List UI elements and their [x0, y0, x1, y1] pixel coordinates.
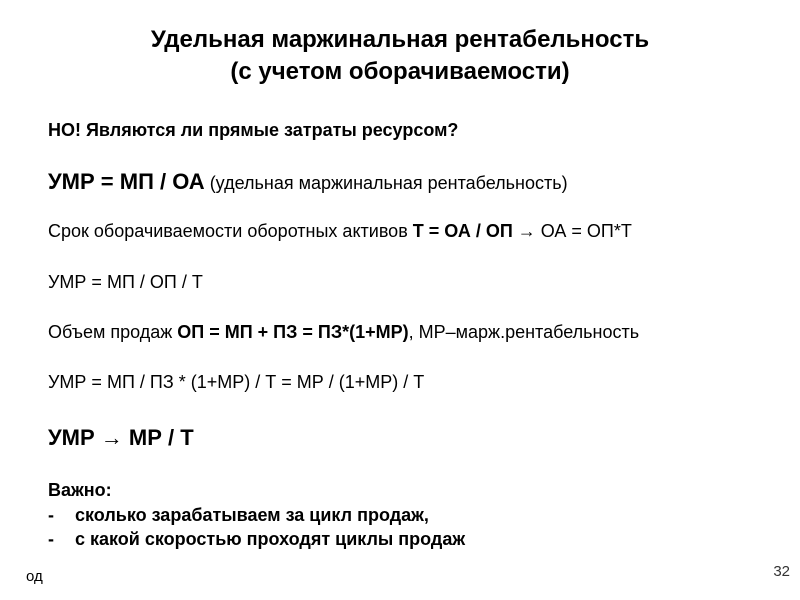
umr-description: (удельная маржинальная рентабельность) — [204, 173, 568, 193]
bullet-dash: - — [48, 505, 54, 525]
umr-formula: УМР = МП / ОА — [48, 169, 205, 194]
bullet-dash: - — [48, 529, 54, 549]
slide-title — [0, 24, 800, 88]
footer-label: од — [26, 568, 43, 585]
umr-final-formula: УМР → МР / Т — [48, 425, 194, 450]
turnover-formula: Т = ОА / ОП — [412, 221, 513, 241]
slide-title-line-2: (с учетом оборачиваемости) — [230, 58, 570, 85]
important-heading: Важно: — [48, 480, 112, 500]
slide-number: 32 — [773, 563, 790, 580]
sales-volume-line — [48, 322, 639, 343]
slide-title-line-1: Удельная маржинальная рентабельность — [150, 26, 650, 53]
bullet-item-2 — [48, 529, 465, 550]
sales-suffix: , МР–марж.рентабельность — [408, 322, 640, 342]
umr-long-formula-line: УМР = МП / ПЗ * (1+МР) / Т = МР / (1+МР) / Т — [48, 372, 425, 392]
umr-op-t-line: УМР = МП / ОП / Т — [48, 272, 203, 292]
sales-formula: ОП = МП + ПЗ = ПЗ*(1+МР) — [177, 322, 409, 342]
question-line: НО! Являются ли прямые затраты ресурсом? — [48, 120, 459, 140]
bullet-text: сколько зарабатываем за цикл продаж, — [75, 505, 429, 525]
turnover-arrow-formula: → ОА = ОП*Т — [512, 221, 632, 241]
bullet-item-1 — [48, 505, 429, 526]
turnover-prefix: Срок оборачиваемости оборотных активов — [48, 221, 413, 241]
umr-definition-line — [48, 169, 568, 195]
sales-prefix: Объем продаж — [48, 322, 178, 342]
bullet-text: с какой скоростью проходят циклы продаж — [75, 529, 466, 549]
turnover-line — [48, 221, 632, 242]
